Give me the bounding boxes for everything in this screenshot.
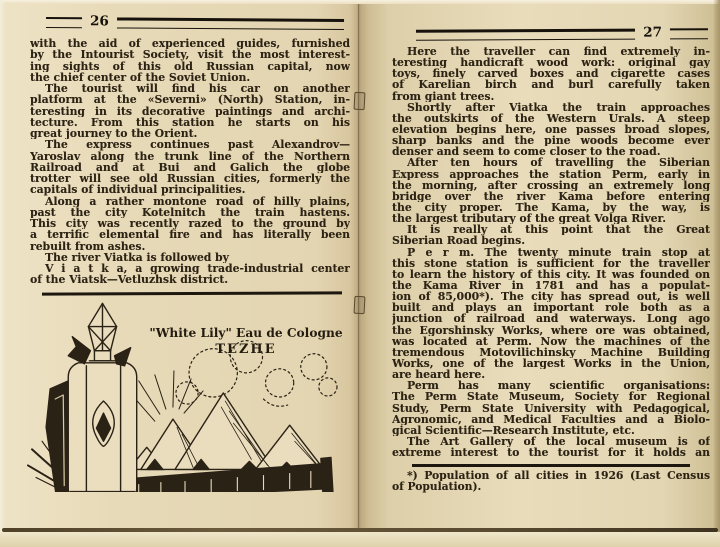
text-line: Express approaches the station Perm, early in — [392, 168, 710, 180]
text-line: It is really at this point that the Great — [407, 224, 710, 236]
text-line: Shortly after Viatka the train approaches — [407, 101, 710, 113]
text-line: denser and seem to come closer to the road. — [392, 146, 661, 158]
text-line: The tourist will find his car on another — [45, 83, 350, 95]
text-line: Railroad and at Bui and Galich the globe — [30, 161, 350, 173]
text-line: The river Viatka is followed by — [45, 251, 229, 263]
text-line: rebuilt from ashes. — [30, 240, 146, 252]
paper-edge-right — [713, 0, 720, 547]
text-line: capitals of individual principalities. — [30, 184, 246, 196]
text-line: The Perm State Museum, Society for Regional — [392, 391, 710, 403]
text-line: P e r m. The twenty minute train stop at — [407, 246, 710, 258]
text-line: Perm has many scientific organisations: — [407, 380, 710, 392]
text-line: with the aid of experienced guides, furnished — [30, 38, 350, 50]
text-line: from giant trees. — [392, 90, 495, 102]
text-line: built and plays an important role both as a — [392, 302, 710, 314]
ad-divider-rule — [42, 291, 342, 295]
advertisement-text — [140, 326, 352, 357]
header-rule-long — [416, 28, 635, 40]
ad-product-name: "White Lily" Eau de Cologne — [149, 326, 343, 340]
text-line: Here the traveller can find extremely in- — [407, 46, 710, 58]
text-line: Agronomic, and Medical Faculties and a Biolo- — [392, 413, 710, 425]
text-line: the city proper. The Kama, by the way, is — [392, 201, 710, 214]
text-line: ion of 85,000*). The city has spread out, is well — [392, 291, 710, 303]
text-line: tremendous Motovilichinsky Machine Building — [392, 346, 710, 358]
text-line: by the Intourist Society, visit the most interest- — [30, 49, 350, 61]
paper-edge-left — [0, 0, 5, 547]
page-left — [6, 4, 352, 528]
page-27-header — [416, 24, 708, 41]
text-line: the largest tributary of the great Volga River. — [392, 213, 666, 225]
text-line: this stone station is sufficient for the traveller — [392, 257, 710, 269]
text-line: the chief center of the Soviet Union. — [30, 71, 251, 83]
text-line: Yaroslav along the trunk line of the Northern — [30, 150, 350, 162]
text-line: a terrific elemental fire and has literally been — [30, 229, 350, 241]
binding-stitch-bottom — [354, 296, 366, 315]
text-line: The express continues past Alexandrov— — [45, 139, 350, 151]
text-line: This city was recently razed to the ground by — [30, 218, 350, 230]
text-line: toys, finely carved boxes and cigarette cases — [392, 68, 710, 80]
text-line: trotter will see old Russian cities, formerly the — [30, 173, 350, 185]
text-line: are heard here. — [392, 369, 486, 381]
text-line: junction of railroad and waterways. Long ago — [392, 313, 710, 325]
body-text-right — [392, 46, 710, 458]
footnote-divider-rule — [412, 464, 690, 467]
text-line: The Art Gallery of the local museum is of — [407, 435, 710, 448]
header-rule-short — [670, 28, 708, 39]
body-text-left — [30, 38, 350, 286]
text-line: teresting handicraft wood work: original gay — [392, 57, 710, 69]
page-number-right: 27 — [643, 24, 663, 41]
text-line: past the city Kotelnitch the train hastens. — [30, 206, 350, 218]
header-rule-long — [117, 17, 344, 30]
text-line: gical Scientific—Research Institute, etc. — [392, 424, 635, 436]
text-line: tecture. From this station he starts on his — [30, 116, 350, 128]
footnote — [392, 470, 710, 493]
page-26-header — [46, 13, 344, 30]
text-line: sharp banks and the pine woods become ever — [392, 135, 710, 147]
text-line: extreme interest to the tourist for it holds an — [392, 447, 710, 459]
text-line: to learn the history of this city. It was founded on — [392, 268, 710, 280]
text-line: the morning, after crossing an extremely long — [392, 179, 710, 191]
text-line: Along a rather montone road of hilly plains, — [45, 195, 350, 207]
ad-brand-name: TEZHE — [215, 342, 277, 357]
text-line: Works, one of the largest Works in the Union, — [392, 357, 710, 370]
text-line: of Karelian birch and burl carefully taken — [392, 79, 710, 91]
text-line: ing sights of this old Russian capital, now — [30, 60, 350, 72]
paper-edge-top — [0, 0, 720, 4]
text-line: platform at the «Severni» (North) Station, in- — [30, 94, 350, 106]
text-line: *) Population of all cities in 1926 (Last Census — [407, 470, 710, 482]
paper-edge-bottom — [0, 532, 720, 547]
text-line: of the Viatsk—Vetluzhsk district. — [30, 274, 229, 286]
text-line: Study, Perm State University with Pedagogical, — [392, 402, 710, 414]
text-line: the outskirts of the Western Urals. A steep — [392, 112, 710, 124]
text-line: the Egorshinsky Works, where ore was obtained, — [392, 324, 710, 336]
binding-gutter — [350, 4, 368, 528]
text-line: bridge over the river Kama before entering — [392, 190, 710, 202]
header-rule-short — [46, 16, 82, 27]
page-right — [368, 4, 716, 528]
text-line: V i a t k a, a growing trade-industrial center — [45, 263, 350, 275]
text-line: teresting in its decorative paintings and archi- — [30, 105, 350, 117]
text-line: the Kama River in 1781 and has a populat- — [392, 279, 710, 292]
binding-stitch-top — [354, 92, 366, 111]
text-line: great journey to the Orient. — [30, 128, 198, 140]
text-line: elevation begins here, one passes broad slopes, — [392, 123, 710, 136]
text-line: After ten hours of travelling the Siberian — [407, 157, 710, 169]
text-line: Siberian Road begins. — [392, 235, 525, 247]
page-number-left: 26 — [89, 13, 109, 30]
text-line: was located at Perm. Now the machines of the — [392, 335, 710, 347]
text-line: of Population). — [392, 481, 482, 493]
